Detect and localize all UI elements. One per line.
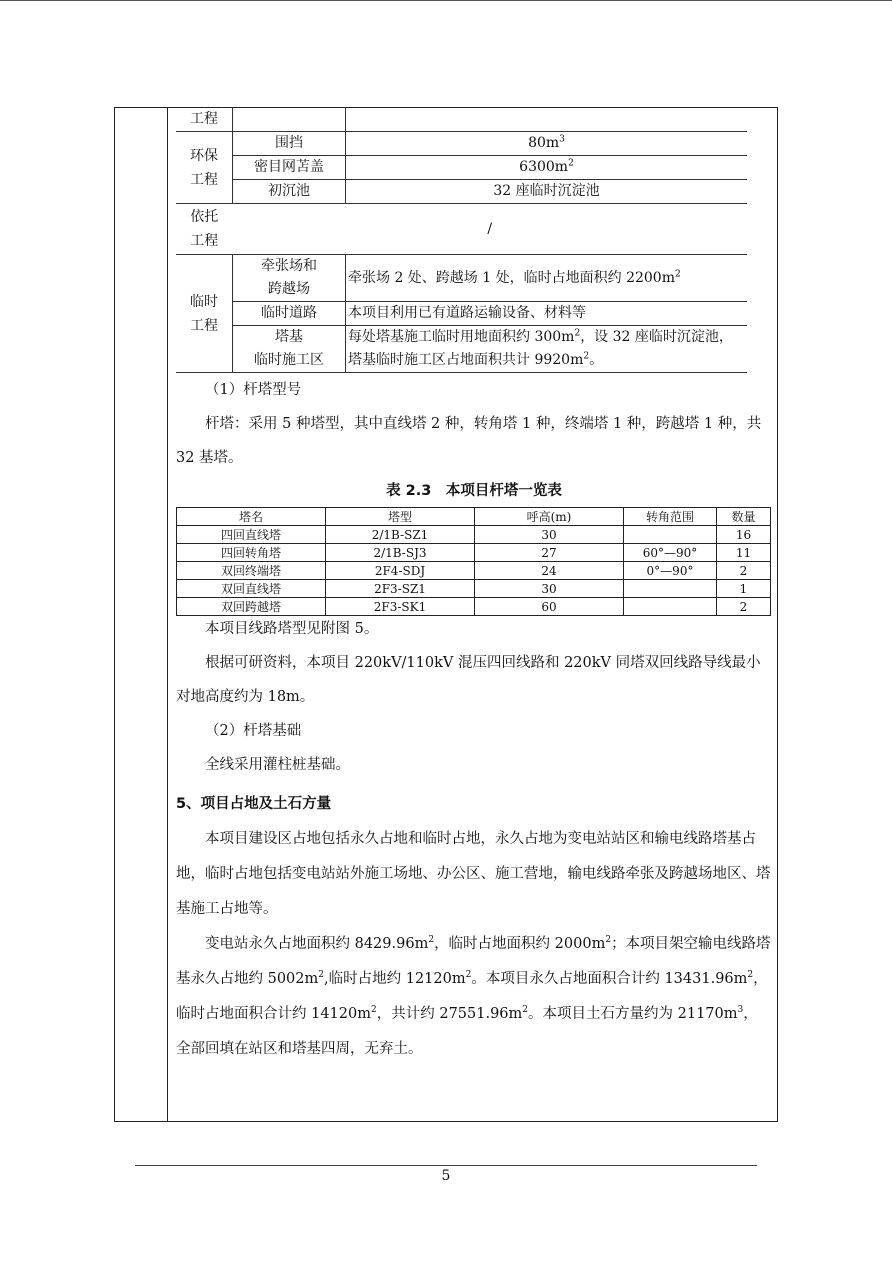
cell-height: 30 <box>475 526 624 544</box>
cell-angle <box>624 526 717 544</box>
para-land-2: 变电站永久占地面积约 $8429.96m^2$，临时占地面积约 $2000m^2$；本项目架空输电线路塔基永久占地约 $5002m^2$,临时占地约 $12120m^2$。本项目永久占地面积合计约 $13431.96m^2$，临时占地面积合计约 $14120m^2$，共计约 $27551.96m^2$。本项目土石方量约为 $21170m^3$，全部回填在站区和塔基四周，无弃土。 <box>176 935 771 1057</box>
cell-type: 2F4-SDJ <box>326 562 475 580</box>
col-header-height: 呼高(m) <box>475 508 624 526</box>
eng-cat-temp: 临时 工程 <box>176 255 233 373</box>
table-caption: 表 2.3 本项目杆塔一览表 <box>386 483 562 499</box>
tower-table-header <box>177 508 771 526</box>
col-header-count: 数量 <box>717 508 771 526</box>
cell-angle: 60°—90° <box>624 544 717 562</box>
col-header-type: 塔型 <box>326 508 475 526</box>
frame-left-column-divider <box>167 107 168 1122</box>
eng-row-env-2 <box>176 156 747 180</box>
section-foundation: （2）杆塔基础 <box>205 723 302 739</box>
eng-row-reliance <box>176 204 747 255</box>
cell-count: 2 <box>717 562 771 580</box>
cell-height: 60 <box>475 598 624 616</box>
eng-row-temp-1 <box>176 255 747 302</box>
eng-row-env-3 <box>176 180 747 204</box>
heading-land-use: 5、项目占地及土石方量 <box>176 796 332 812</box>
eng-val-tension: 牵张场 2 处、跨越场 1 处，临时占地面积约 $2200m^2$ <box>346 255 748 302</box>
para-height: 根据可研资料，本项目 220kV/110kV 混压四回线路和 220kV 同塔双回线路导线最小对地高度约为 18m。 <box>176 655 761 705</box>
para-tower: 杆塔：采用 5 种塔型，其中直线塔 2 种，转角塔 1 种，终端塔 1 种，跨越塔 1 种，共 32 基塔。 <box>176 416 762 466</box>
cell-name: 双回终端塔 <box>177 562 326 580</box>
footer-line <box>135 1165 757 1166</box>
page-number: 5 <box>441 1168 451 1184</box>
cell-height: 24 <box>475 562 624 580</box>
section-tower-type: （1）杆塔型号 <box>205 382 302 398</box>
cell-type: 2F3-SK1 <box>326 598 475 616</box>
col-header-name: 塔名 <box>177 508 326 526</box>
eng-val-fence: $80m^3$ <box>346 132 748 156</box>
eng-val-settle: 32 座临时沉淀池 <box>346 180 748 204</box>
eng-sub-road: 临时道路 <box>233 302 346 326</box>
cell-count: 11 <box>717 544 771 562</box>
cell-type: 2F3-SZ1 <box>326 580 475 598</box>
cell-height: 30 <box>475 580 624 598</box>
eng-val-empty <box>346 107 748 132</box>
cell-count: 2 <box>717 598 771 616</box>
eng-cat-tail: 工程 <box>176 107 233 132</box>
table-row <box>177 598 771 616</box>
para-foundation: 全线采用灌柱桩基础。 <box>205 757 350 773</box>
eng-val-road: 本项目利用已有道路运输设备、材料等 <box>346 302 748 326</box>
eng-val-reliance: / <box>233 204 748 255</box>
eng-row-env-1 <box>176 132 747 156</box>
cell-count: 16 <box>717 526 771 544</box>
table-row <box>177 580 771 598</box>
cell-count: 1 <box>717 580 771 598</box>
table-row <box>177 544 771 562</box>
cell-height: 27 <box>475 544 624 562</box>
eng-cat-reliance: 依托 工程 <box>176 204 233 255</box>
eng-row-engineering-tail <box>176 107 747 132</box>
eng-sub-settle: 初沉池 <box>233 180 346 204</box>
cell-name: 四回直线塔 <box>177 526 326 544</box>
cell-type: 2/1B-SJ3 <box>326 544 475 562</box>
eng-sub-fence: 围挡 <box>233 132 346 156</box>
para-see-figure: 本项目线路塔型见附图 5。 <box>205 621 379 637</box>
eng-sub-empty <box>233 107 346 132</box>
eng-row-temp-2 <box>176 302 747 326</box>
cell-type: 2/1B-SZ1 <box>326 526 475 544</box>
page-content <box>176 107 772 1067</box>
cell-name: 四回转角塔 <box>177 544 326 562</box>
eng-val-tower-site: 每处塔基施工临时用地面积约 $300m^2$，设 32 座临时沉淀池， 塔基临时施工区占地面积共计 $9920m^2$。 <box>346 326 748 373</box>
cell-angle <box>624 580 717 598</box>
eng-val-net: $6300m^2$ <box>346 156 748 180</box>
eng-sub-tower-site: 塔基 临时施工区 <box>233 326 346 373</box>
cell-angle: 0°—90° <box>624 562 717 580</box>
engineering-table <box>176 107 747 373</box>
eng-row-temp-3 <box>176 326 747 373</box>
eng-cat-env: 环保 工程 <box>176 132 233 204</box>
col-header-angle: 转角范围 <box>624 508 717 526</box>
eng-sub-tension: 牵张场和 跨越场 <box>233 255 346 302</box>
cell-name: 双回跨越塔 <box>177 598 326 616</box>
para-land-1: 本项目建设区占地包括永久占地和临时占地，永久占地为变电站站区和输电线路塔基占地，临时占地包括变电站站外施工场地、办公区、施工营地，输电线路牵张及跨越场地区、塔基施工占地等。 <box>176 831 771 917</box>
tower-table <box>176 507 771 616</box>
eng-sub-net: 密目网苫盖 <box>233 156 346 180</box>
top-border-line <box>0 0 892 1</box>
cell-angle <box>624 598 717 616</box>
table-row <box>177 562 771 580</box>
cell-name: 双回直线塔 <box>177 580 326 598</box>
table-row <box>177 526 771 544</box>
